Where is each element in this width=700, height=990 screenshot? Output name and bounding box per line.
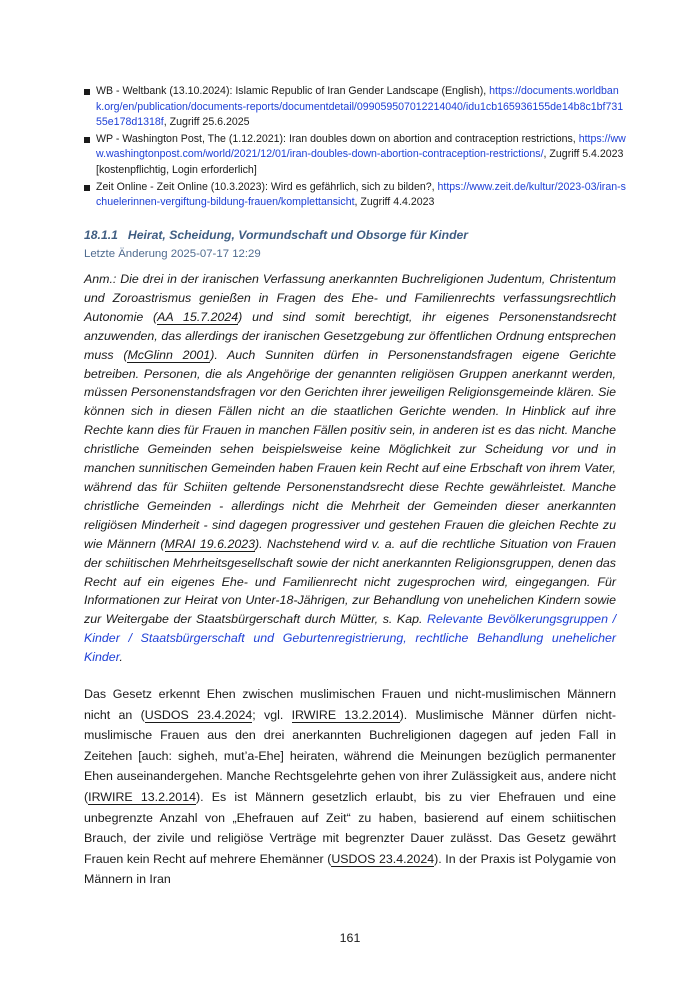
reference-item bbox=[96, 132, 626, 179]
source-citation[interactable]: USDOS 23.4.2024 bbox=[144, 707, 253, 722]
section-heading bbox=[84, 228, 468, 242]
bullet-icon bbox=[84, 185, 90, 191]
source-citation[interactable]: MRAI 19.6.2023 bbox=[164, 536, 256, 551]
source-citation[interactable]: McGlinn 2001 bbox=[127, 347, 211, 362]
last-change-date: Letzte Änderung 2025-07-17 12:29 bbox=[84, 248, 261, 260]
source-citation[interactable]: USDOS 23.4.2024 bbox=[331, 851, 435, 866]
body-text: ; vgl. bbox=[252, 707, 292, 722]
reference-item bbox=[96, 84, 626, 131]
chapter-link[interactable]: Relevante Bevölkerungsgruppen / Kinder / Staatsbürgerschaft und Geburtenregistrierung, rechtliche Behandlung unehelicher Kinder bbox=[84, 612, 617, 665]
source-citation[interactable]: IRWIRE 13.2.2014 bbox=[291, 707, 400, 722]
source-citation[interactable]: IRWIRE 13.2.2014 bbox=[88, 789, 196, 804]
page-number: 161 bbox=[339, 931, 361, 945]
note-paragraph bbox=[84, 270, 616, 667]
reference-text: Zeit Online - Zeit Online (10.3.2023): Wird es gefährlich, sich zu bilden?, bbox=[96, 180, 438, 193]
body-paragraph bbox=[84, 684, 616, 890]
reference-access: , Zugriff 5.4.2023 [kostenpflichtig, Login erforderlich] bbox=[96, 148, 624, 176]
reference-access: , Zugriff 4.4.2023 bbox=[354, 196, 435, 209]
bullet-icon bbox=[84, 89, 90, 95]
section-title: Heirat, Scheidung, Vormundschaft und Obsorge für Kinder bbox=[127, 228, 469, 242]
body-text: Das Gesetz erkennt Ehen zwischen muslimischen Frauen und nicht-muslimischen Männern nicht an ( bbox=[84, 687, 616, 722]
reference-list bbox=[96, 84, 626, 212]
body-text: ). Es ist Männern gesetzlich erlaubt, bis zu vier Ehefrauen und eine unbegrenzte Anzahl von „Ehefrauen auf Zeit“ zu haben, basierend auf einem schiitischen Brauch, der zivile und religiöse Verträge mit begrenzter Dauer zulässt. Das Gesetz gewährt Frauen kein Recht auf mehrere Ehemänner ( bbox=[84, 789, 616, 866]
note-text: . bbox=[119, 650, 123, 665]
reference-item bbox=[96, 180, 626, 211]
body-text: ). In der Praxis ist Polygamie von Männern in Iran bbox=[84, 851, 616, 887]
note-text: ). Nachstehend wird v. a. auf die rechtliche Situation von Frauen der schiitischen Mehrheitsgesellschaft sowie der nicht anerkannten Religionsgruppen, denen das Recht auf ein eigenes Ehe- und Familienrecht nicht zugesprochen wird, eingegangen. Für Informationen zur Heirat von Unter-18-Jährigen, zur Behandlung von unehelichen Kindern sowie zur Weitergabe der Staatsbürgerschaft durch Mütter, s. Kap. bbox=[84, 536, 617, 627]
reference-text: WB - Weltbank (13.10.2024): Islamic Republic of Iran Gender Landscape (English), bbox=[96, 85, 490, 97]
reference-access: , Zugriff 25.6.2025 bbox=[163, 116, 250, 129]
note-text: ) und sind somit berechtigt, ihr eigenes Personenstandsrecht anzuwenden, das allerdings der iranischen Gesetzgebung zur öffentlichen Ordnung entsprechen muss ( bbox=[84, 309, 617, 362]
section-number: 18.1.1 bbox=[84, 228, 118, 242]
reference-text: WP - Washington Post, The (1.12.2021): Iran doubles down on abortion and contraception restrictions, bbox=[96, 132, 579, 145]
reference-link[interactable]: https://www.zeit.de/kultur/2023-03/iran-schuelerinnen-vergiftung-bildung-frauen/komplettansicht bbox=[96, 180, 626, 209]
body-text: ). Muslimische Männer dürfen nicht-muslimische Frauen aus den drei anerkannten Buchreligionen dagegen auf jeden Fall in Zeitehen [auch: sigheh, mut’a-Ehe] heiraten, während die Meinungen bezüglich permanenter Ehen auseinandergehen. Manche Rechtsgelehrte gehen von ihrer Zulässigkeit aus, andere nicht ( bbox=[84, 707, 616, 804]
reference-link[interactable]: https://documents.worldbank.org/en/publication/documents-reports/documentdetail/099059507012214040/idu1cb165936155de14b8c1bf73155e178d1318f bbox=[96, 85, 624, 129]
source-citation[interactable]: AA 15.7.2024 bbox=[157, 309, 239, 324]
note-text: Anm.: Die drei in der iranischen Verfassung anerkannten Buchreligionen Judentum, Christentum und Zoroastrismus genießen in Fragen des Ehe- und Familienrechts verfassungsrechtlich Autonomie ( bbox=[84, 272, 616, 324]
reference-link[interactable]: https://www.washingtonpost.com/world/2021/12/01/iran-doubles-down-abortion-contraception-restrictions/ bbox=[96, 132, 626, 161]
note-text: ). Auch Sunniten dürfen in Personenstandsfragen eigene Gerichte betreiben. Personen, die als Angehörige der genannten religiösen Gruppen anerkannt werden, müssen Personenstandsfragen vor den Gerichten ihrer jeweiligen Religionsgemeinde klären. Sie können sich in diesen Fällen nicht an die staatlichen Gerichte wenden. In Hinblick auf ihre Rechte kann dies für Frauen in manchen Fällen positiv sein, in anderen ist es das nicht. Manche christliche Gemeinden sehen beispielsweise keine Möglichkeit zur Scheidung vor und in manchen sunnitischen Gemeinden haben Frauen kein Recht auf eine Erbschaft von ihrem Vater, während das für Schiiten geltende Personenstandsrecht diese Rechte gewährleistet. Manche christliche Gemeinden - allerdings nicht die Mehrheit der Gemeinden dieser anerkannten religiösen Minderheit - sind dagegen progressiver und gestehen Frauen die gleichen Rechte zu wie Männern ( bbox=[84, 347, 616, 551]
bullet-icon bbox=[84, 137, 90, 143]
